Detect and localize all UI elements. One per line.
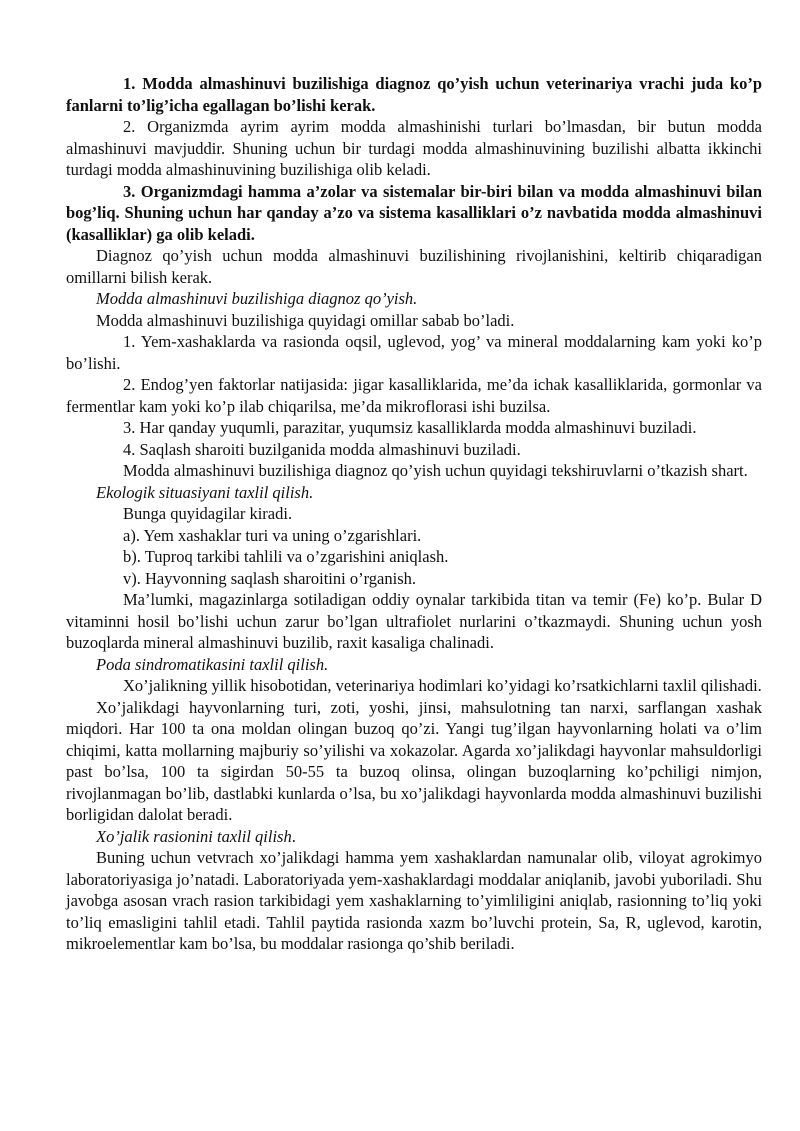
body-paragraph: Diagnoz qo’yish uchun modda almashinuvi buzilishining rivojlanishini, keltirib chiqaradigan omillarni bilish kerak. bbox=[66, 246, 762, 287]
body-paragraph: Xo’jalikning yillik hisobotidan, veterinariya hodimlari ko’yidagi ko’rsatkichlarni taxlil qilishadi. bbox=[123, 676, 762, 695]
list-item: 1. Yem-xashaklarda va rasionda oqsil, uglevod, yog’ va mineral moddalarning kam yoki ko’p bo’lishi. bbox=[66, 332, 762, 373]
body-paragraph: Buning uchun vetvrach xo’jalikdagi hamma yem xashaklardan namunalar olib, viloyat agrokimyo laboratoriyasiga jo’natadi. Laboratoriyada yem-xashaklardagi moddalar aniqlanib, javobi yuboriladi. Shu javobga asosan vrach rasion tarkibidagi yem xashaklarning to’yimliligini aniqlab, rasionning to’liq yoki to’liq emasligini tahlil etadi. Tahlil paytida rasionda xazm bo’luvchi protein, Sa, R, uglevod, karotin, mikroelementlar kam bo’lsa, bu moddalar rasionga qo’shib beriladi. bbox=[66, 848, 762, 953]
numbered-paragraph-1: 1. Modda almashinuvi buzilishiga diagnoz qo’yish uchun veterinariya vrachi juda ko’p fanlarni to’lig’icha egallagan bo’lishi kerak. bbox=[66, 74, 762, 115]
section-heading: Ekologik situasiyani taxlil qilish. bbox=[96, 482, 314, 502]
list-item: 4. Saqlash sharoiti buzilganida modda almashinuvi buziladi. bbox=[123, 439, 521, 459]
list-item: a). Yem xashaklar turi va uning o’zgarishlari. bbox=[123, 525, 422, 545]
list-item: b). Tuproq tarkibi tahlili va o’zgarishini aniqlash. bbox=[123, 547, 449, 566]
numbered-paragraph-2: 2. Organizmda ayrim ayrim modda almashinishi turlari bo’lmasdan, bir butun modda almashinuvi mavjuddir. Shuning uchun bir turdagi modda almashinuvining buzilishi albatta ikkinchi turdagi modda almashinuvining buzilishiga olib keladi. bbox=[66, 117, 762, 179]
body-paragraph: Modda almashinuvi buzilishiga quyidagi omillar sabab bo’ladi. bbox=[96, 310, 515, 330]
list-item: 2. Endog’yen faktorlar natijasida: jigar kasalliklarida, me’da ichak kasalliklarida, gormonlar va fermentlar kam yoki ko’p ilab chiqarilsa, me’da mikroflorasi ishi buzilsa. bbox=[66, 375, 762, 416]
section-heading: Xo’jalik rasionini taxlil qilish bbox=[96, 826, 292, 846]
body-paragraph: Xo’jalikdagi hayvonlarning turi, zoti, yoshi, jinsi, mahsulotning tan narxi, sarflangan xashak miqdori. Har 100 ta ona moldan olingan buzoq qo’zi. Yangi tug’ilgan hayvonlarning holati va o’lim chiqimi, katta mollarning majburiy so’yilishi va xokazolar. Agarda xo’jalikdagi hayvonlar mahsuldorligi past bo’lsa, 100 ta sigirdan 50-55 ta buzoq olinsa, olingan buzoqlarning ko’pchiligi nimjon, rivojlanmagan bo’lib, dastlabki kunlarda o’lsa, bu xo’jalikdagi hayvonlarda modda almashinuvi buzilishi borligidan dalolat beradi. bbox=[66, 697, 762, 824]
section-heading: Poda sindromatikasini taxlil qilish. bbox=[96, 654, 329, 674]
body-paragraph: Modda almashinuvi buzilishiga diagnoz qo’yish uchun quyidagi tekshiruvlarni o’tkazish shart. bbox=[123, 461, 748, 480]
numbered-paragraph-3: 3. Organizmdagi hamma a’zolar va sistemalar bir-biri bilan va modda almashinuvi bilan bog’liq. Shuning uchun har qanday a’zo va sistema kasalliklari o’z navbatida modda almashinuvi (kasalliklar) ga olib keladi. bbox=[66, 181, 762, 244]
heading-period: . bbox=[291, 826, 296, 846]
list-item: v). Hayvonning saqlash sharoitini o’rganish. bbox=[123, 568, 416, 588]
body-paragraph: Ma’lumki, magazinlarga sotiladigan oddiy oynalar tarkibida titan va temir (Fe) ko’p. Bular D vitaminni hosil bo’lishi uchun zarur bo’lgan ultrafiolet nurlarini o’tkazmaydi. Shuning uchun yosh buzoqlarda mineral almashinuvi buzilib, raxit kasaliga chalinadi. bbox=[66, 590, 762, 652]
document-page bbox=[66, 73, 762, 955]
body-paragraph: Bunga quyidagilar kiradi. bbox=[123, 504, 293, 523]
section-heading-line bbox=[66, 826, 762, 848]
section-heading: Modda almashinuvi buzilishiga diagnoz qo’yish. bbox=[96, 289, 418, 308]
list-item: 3. Har qanday yuqumli, parazitar, yuqumsiz kasalliklarda modda almashinuvi buziladi. bbox=[123, 418, 697, 437]
